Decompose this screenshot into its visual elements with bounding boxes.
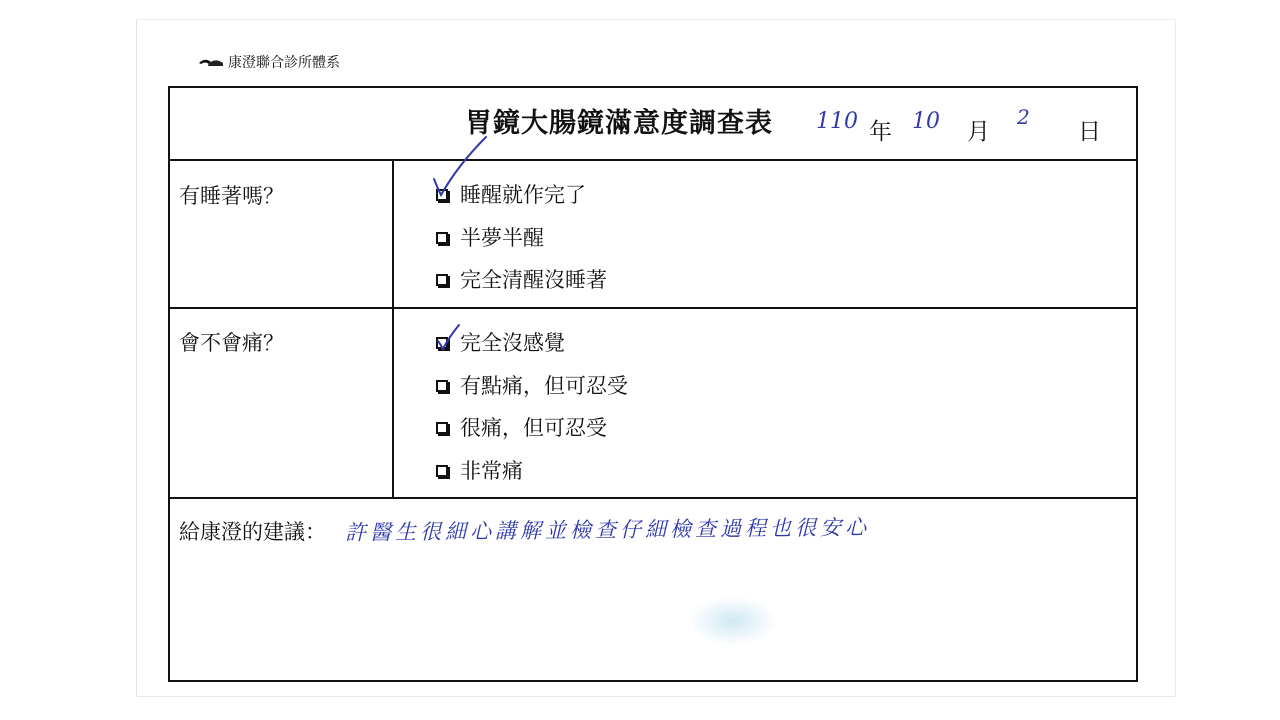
option-pain-3[interactable]: [436, 412, 607, 442]
clinic-name: 康澄聯合診所體系: [228, 55, 340, 71]
question-pain-label: 會不會痛？: [179, 331, 284, 355]
column-divider: [392, 159, 394, 499]
suggestion-label: 給康澄的建議：: [179, 520, 326, 544]
option-pain-4[interactable]: [436, 455, 523, 485]
row-divider-q1: [168, 307, 1138, 309]
option-pain-2[interactable]: [436, 370, 628, 400]
checkbox-icon[interactable]: [436, 422, 448, 434]
date-month-unit: 月: [967, 119, 990, 145]
form-title: 胃鏡大腸鏡滿意度調查表: [465, 108, 773, 139]
survey-form: [168, 86, 1138, 682]
checkbox-icon[interactable]: [436, 380, 448, 392]
handwritten-checkmark-icon: [432, 323, 462, 353]
question-sleep-label: 有睡著嗎？: [179, 184, 284, 208]
row-divider-q2: [168, 497, 1138, 499]
option-sleep-3[interactable]: [436, 264, 607, 294]
checkbox-icon[interactable]: [436, 232, 448, 244]
checkbox-icon[interactable]: [436, 465, 448, 477]
option-label: 睡醒就作完了: [460, 183, 586, 207]
row-divider-title: [168, 159, 1138, 161]
handwritten-checkmark-icon: [428, 135, 488, 205]
option-label: 完全清醒沒睡著: [460, 268, 607, 292]
clinic-logo-icon: [198, 55, 224, 69]
option-label: 有點痛，但可忍受: [460, 374, 628, 398]
option-label: 半夢半醒: [460, 226, 544, 250]
date-year-unit: 年: [869, 119, 892, 145]
date-day-unit: 日: [1078, 119, 1101, 145]
checkbox-icon[interactable]: [436, 274, 448, 286]
option-label: 非常痛: [460, 459, 523, 483]
date-month-value: 10: [912, 109, 940, 134]
option-label: 很痛，但可忍受: [460, 416, 607, 440]
date-day-value: 2: [1017, 105, 1030, 129]
date-year-value: 110: [816, 109, 858, 134]
suggestion-handwritten-text: 許醫生很細心講解並檢查仔細檢查過程也很安心: [344, 515, 871, 545]
ink-smudge: [688, 596, 778, 646]
option-sleep-2[interactable]: [436, 222, 544, 252]
clinic-header: [198, 51, 340, 73]
option-label: 完全沒感覺: [460, 331, 565, 355]
